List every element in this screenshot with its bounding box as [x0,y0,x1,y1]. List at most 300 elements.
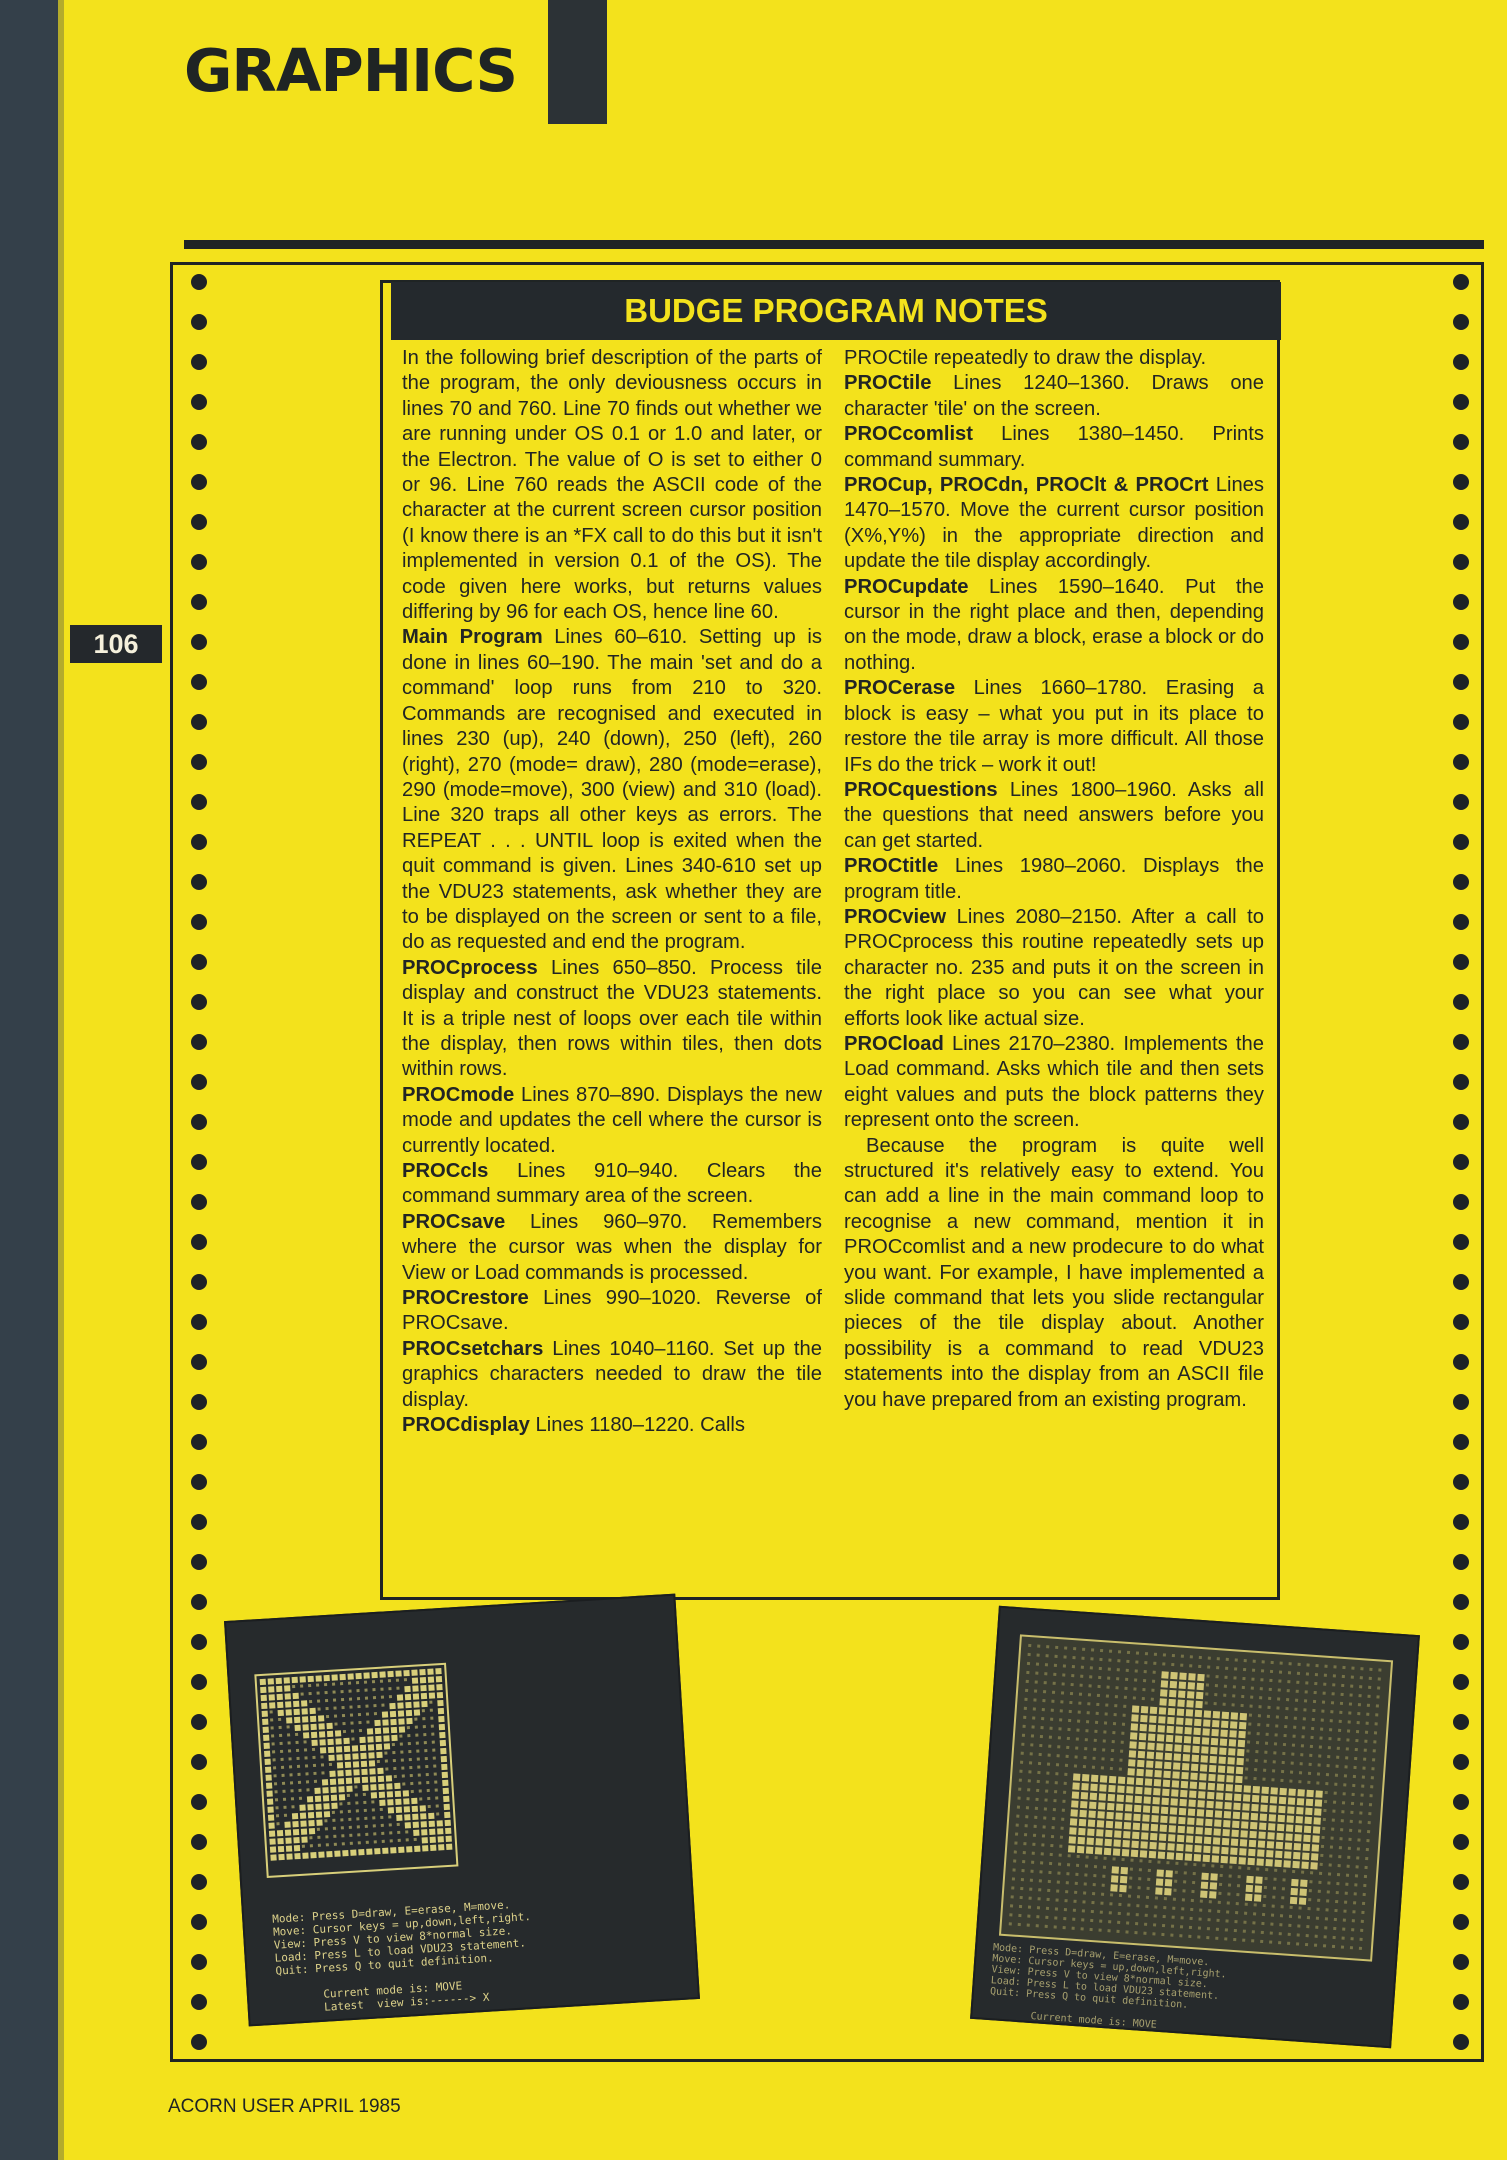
tile-dot [1097,1820,1104,1827]
tile-dot [287,1725,290,1728]
tile-dot [1016,1823,1019,1826]
tile-dot [309,1692,312,1695]
tile-dot [1351,1802,1354,1805]
tile-dot [362,1777,368,1783]
tile-dot [1109,1911,1112,1914]
tile-dot [369,1768,375,1774]
tile-dot [1325,1791,1328,1794]
tile-dot [1086,1855,1089,1858]
tile-dot [1378,1668,1381,1671]
tile-dot [1159,1707,1166,1714]
tile-dot [1138,1877,1141,1880]
tile-dot [1206,1936,1209,1939]
tile-dot [427,1789,430,1792]
tile-dot [1308,1772,1311,1775]
tile-dot [374,1720,380,1726]
tile-dot [412,1677,418,1683]
tile-dot [1162,1789,1169,1796]
tile-dot [1214,1693,1217,1696]
tile-dot [397,1694,403,1700]
tile-dot [367,1736,373,1742]
tile-dot [1223,1820,1230,1827]
tile-dot [1125,1804,1132,1811]
perforation-hole [1453,1514,1469,1530]
tile-dot [340,1818,343,1821]
tile-dot [1023,1851,1026,1854]
tile-dot [1325,1917,1328,1920]
tile-dot [1011,1886,1014,1889]
tile-dot [404,1686,410,1692]
tile-dot [381,1832,384,1835]
tile-dot [441,1764,447,1770]
tile-dot [358,1713,361,1716]
tile-dot [1246,1876,1253,1883]
tile-dot [422,1717,425,1720]
tile-dot [1052,1826,1055,1829]
tile-dot [279,1734,282,1737]
tile-dot [1235,1911,1238,1914]
tile-dot [1353,1766,1356,1769]
tile-dot [382,1719,388,1725]
tile-dot [1301,1735,1304,1738]
tile-dot [1114,1704,1117,1707]
tile-dot [379,1800,385,1806]
tile-dot [1214,1819,1221,1826]
tile-dot [1124,1813,1131,1820]
note-text: Lines 1800–1960. Asks all the questions that need answers before you can get started. [844,778,1264,852]
tile-dot [378,1784,384,1790]
tile-dot [1364,1866,1367,1869]
tile-dot [1218,1765,1225,1772]
tile-dot [1234,1667,1237,1670]
tile-dot [286,1845,292,1851]
note-paragraph [844,676,1264,778]
tile-dot [1028,1906,1031,1909]
tile-dot [1173,1898,1176,1901]
tile-dot [1135,1669,1138,1672]
tile-dot [1108,1785,1115,1792]
tile-dot [1038,1888,1041,1891]
tile-dot [1238,1866,1241,1869]
tile-dot [318,1851,324,1857]
tile-dot [1058,1863,1061,1866]
tile-dot [1134,1931,1137,1934]
tile-dot [394,1775,397,1778]
tile-dot [1076,1737,1079,1740]
tile-dot [1167,1843,1174,1850]
tile-dot [396,1815,402,1821]
tile-dot [1230,1857,1237,1864]
tile-dot [1091,1910,1094,1913]
tile-dot [1349,1693,1352,1696]
tile-dot [1072,1656,1075,1659]
tile-dot [428,1684,434,1690]
tile-dot [428,1813,434,1819]
tile-dot [265,1775,271,1781]
tile-dot [1366,1839,1369,1842]
tile-dot [317,1707,320,1710]
tile-dot [390,1711,396,1717]
tile-dot [421,1821,427,1827]
tile-dot [1112,1731,1115,1734]
tile-dot [1118,1903,1121,1906]
tile-dot [1326,1773,1329,1776]
tile-dot [1051,1835,1054,1838]
tile-dot [263,1727,269,1733]
tile-dot [1179,1673,1186,1680]
tile-dot [1341,1819,1344,1822]
tile-dot [1035,1798,1038,1801]
tile-dot [1233,1685,1236,1688]
tile-dot [1316,1917,1319,1920]
tile-dot [1051,1709,1054,1712]
tile-dot [1362,1776,1365,1779]
tile-dot [363,1801,366,1804]
tile-dot [1151,1815,1158,1822]
tile-dot [1244,1912,1247,1915]
tile-dot [1315,1935,1318,1938]
tile-dot [1029,1888,1032,1891]
tile-dot [1365,1731,1368,1734]
tile-dot [1112,1866,1119,1873]
tile-dot [1272,1769,1275,1772]
tile-dot [1144,1787,1151,1794]
note-text: Lines 990–1020. Reverse of PROCsave. [402,1287,822,1335]
tile-dot [1087,1829,1094,1836]
note-text: Lines 2170–2380. Implements the Load command. Asks which tile and then sets eight values and puts the block patterns they represent onto the screen. [844,1032,1264,1132]
tile-dot [1158,1725,1165,1732]
tile-dot [1057,1880,1060,1883]
tile-dot [1323,1692,1326,1695]
tile-dot [1094,1730,1097,1733]
perforation-hole [191,514,207,530]
tile-dot [1057,1745,1060,1748]
tile-dot [1286,1824,1293,1831]
tile-dot [1247,1740,1250,1743]
tile-dot [1337,1747,1340,1750]
procedure-name: PROCquestions [844,778,998,801]
tile-dot [1371,1767,1374,1770]
tile-dot [1106,1812,1113,1819]
tile-dot [1061,1818,1064,1821]
tile-dot [1076,1864,1079,1867]
tile-dot [267,1807,273,1813]
tile-dot [1081,1918,1084,1921]
tile-dot [1109,1776,1116,1783]
tile-dot [1314,1944,1317,1947]
tile-dot [1199,1773,1206,1780]
tile-dot [1263,1769,1266,1772]
tile-dot [282,1782,285,1785]
tile-dot [1098,1929,1101,1932]
tile-dot [1226,1784,1233,1791]
tile-dot [1093,1883,1096,1886]
tile-dot [1045,1916,1048,1919]
tile-dot [400,1750,403,1753]
tile-dot [389,1695,392,1698]
tile-dot [1246,1758,1249,1761]
tile-dot [1226,1658,1229,1661]
tile-dot [1014,1850,1017,1853]
tile-dot [1110,1767,1113,1770]
tile-dot [1017,1797,1020,1800]
tile-dot [314,1780,317,1783]
tile-dot [404,1678,407,1681]
tile-dot [1261,1922,1264,1925]
tile-dot [1101,1766,1104,1769]
tile-dot [1279,1670,1282,1673]
page-footer: ACORN USER APRIL 1985 [168,2096,401,2117]
tile-dot [427,1797,430,1800]
tile-dot [1297,1672,1300,1675]
tile-dot [266,1783,272,1789]
perforation-hole [1453,1674,1469,1690]
tile-dot [1175,1862,1178,1865]
tile-dot [1367,1695,1370,1698]
tile-dot [1172,1907,1175,1910]
tile-dot [1287,1942,1290,1945]
tile-dot [1172,1916,1175,1919]
tile-dot [1087,1702,1090,1705]
tile-dot [1028,1779,1031,1782]
tile-dot [417,1765,420,1768]
tile-dot [385,1767,388,1770]
perforation-hole [191,2034,207,2050]
tile-dot [336,1754,342,1760]
tile-dot [318,1715,324,1721]
tile-dot [1317,1899,1320,1902]
tile-dot [1192,1755,1199,1762]
tile-dot [1050,1853,1053,1856]
tile-dot [1361,1793,1364,1796]
procedure-name: Main Program [402,626,543,649]
tile-dot [1064,1782,1067,1785]
tile-dot [425,1757,428,1760]
tile-dot [379,1792,385,1798]
perforation-hole [1453,1074,1469,1090]
tile-dot [1227,1901,1230,1904]
tile-dot [1327,1890,1330,1893]
tile-dot [1297,1933,1300,1936]
tile-dot [1305,1808,1312,1815]
perforation-hole [1453,1914,1469,1930]
tile-dot [421,1829,427,1835]
tile-dot [1172,1654,1175,1657]
tile-dot [342,1842,345,1845]
tile-dot [1276,1842,1283,1849]
tile-dot [1173,1889,1176,1892]
tile-dot [1147,1751,1154,1758]
tile-dot [268,1814,274,1820]
tile-dot [1026,1671,1029,1674]
tile-dot [334,1722,337,1725]
tile-dot [1042,1699,1045,1702]
tile-dot [1161,1933,1164,1936]
tile-dot [443,1796,449,1802]
perforation-hole [191,1794,207,1810]
tile-dot [1310,1745,1313,1748]
tile-dot [1157,1860,1160,1863]
tile-dot [1359,1685,1362,1688]
tile-dot [382,1711,388,1717]
tile-dot [1056,1889,1059,1892]
tile-dot [351,1729,354,1732]
tile-dot [361,1769,367,1775]
tile-dot [1356,1856,1359,1859]
tile-dot [380,1680,383,1683]
tile-dot [275,1798,278,1801]
tile-dot [1215,1675,1218,1678]
tile-dot [296,1757,299,1760]
tile-dot [1193,1872,1196,1875]
tile-dot [1048,1880,1051,1883]
tile-dot [1239,1722,1246,1729]
tile-dot [444,1804,450,1810]
tile-dot [1174,1753,1181,1760]
tile-dot [1276,1706,1279,1709]
tile-dot [383,1735,389,1741]
tile-dot [1343,1783,1346,1786]
tile-dot [400,1742,403,1745]
tile-dot [1266,1733,1269,1736]
tile-dot [1242,1812,1249,1819]
tile-dot [405,1694,411,1700]
tile-dot [1036,1924,1039,1927]
tile-dot [1091,1648,1094,1651]
tile-dot [1091,1775,1098,1782]
tile-dot [1153,1662,1156,1665]
tile-dot [1145,1778,1152,1785]
tile-dot [1249,1713,1252,1716]
tile-dot [1169,1825,1176,1832]
tile-dot [366,1849,372,1855]
tile-dot [324,1819,327,1822]
tile-dot [1092,1766,1095,1769]
tile-dot [1319,1736,1322,1739]
tile-dot [309,1700,312,1703]
tile-dot [350,1713,353,1716]
note-text: Lines 870–890. Displays the new mode and updates the cell where the cursor is currently located. [402,1083,822,1157]
tile-dot [1279,1923,1282,1926]
tile-dot [1299,1906,1302,1909]
tile-dot [1336,1882,1339,1885]
tile-dot [1160,1816,1167,1823]
tile-dot [1021,1743,1024,1746]
tile-dot [1131,1850,1138,1857]
procedure-name: PROCprocess [402,956,538,979]
tile-dot [329,1771,335,1777]
tile-dot [1251,1804,1258,1811]
tile-dot [1233,1803,1240,1810]
tile-dot [1103,1866,1106,1869]
tile-dot [1134,1805,1141,1812]
tile-dot [276,1814,279,1817]
tile-dot [303,1732,309,1738]
tile-dot [1140,1850,1147,1857]
tile-dot [396,1687,399,1690]
tile-dot [1053,1799,1056,1802]
tile-dot [1288,1924,1291,1927]
tile-dot [1279,1788,1286,1795]
tile-dot [1178,1817,1185,1824]
tile-dot [391,1727,397,1733]
tile-dot [1196,1818,1203,1825]
tile-dot [1357,1721,1360,1724]
tile-dot [1115,1812,1122,1819]
tile-dot [358,1841,361,1844]
tile-dot [422,1709,425,1712]
tile-dot [414,1709,420,1715]
perforation-hole [191,1194,207,1210]
tile-dot [1253,1777,1256,1780]
tile-dot [1163,1906,1166,1909]
tile-dot [418,1773,421,1776]
tile-dot [1331,1701,1334,1704]
tile-dot [1099,1658,1102,1661]
tile-dot [1032,1852,1035,1855]
tile-dot [1188,1935,1191,1938]
tile-dot [445,1820,451,1826]
tile-dot [1254,1768,1257,1771]
tile-dot [1358,1829,1361,1832]
tile-dot [1314,1691,1317,1694]
tile-dot [1026,1806,1029,1809]
tile-dot [1087,1711,1090,1714]
tile-dot [1333,1674,1336,1677]
tile-dot [1146,1896,1149,1899]
tile-dot [1065,1764,1068,1767]
tile-dot [420,1813,426,1819]
tile-dot [347,1673,353,1679]
tile-dot [403,1798,409,1804]
tile-dot [410,1774,413,1777]
tile-dot [398,1718,404,1724]
tile-dot [1310,1871,1313,1874]
tile-dot [326,1715,329,1718]
tile-dot [1080,1801,1087,1808]
tile-dot [1231,1830,1238,1837]
tile-dot [1026,1680,1029,1683]
tile-dot [1202,1737,1209,1744]
tile-dot [1171,1789,1178,1796]
tile-dot [1323,1683,1326,1686]
tile-dot [1139,1859,1142,1862]
tile-dot [371,1792,377,1798]
note-paragraph [844,575,1264,677]
tile-dot [1329,1728,1332,1731]
tile-dot [1232,1821,1239,1828]
perforation-hole [1453,1234,1469,1250]
tile-dot [289,1773,292,1776]
tile-dot [293,1701,299,1707]
note-text: Lines 1040–1160. Set up the graphics characters needed to draw the tile display. [402,1337,822,1411]
tile-dot [1267,1832,1274,1839]
tile-dot [1148,1869,1151,1872]
left-perforation-holes [186,262,212,2062]
tile-dot [1045,1654,1048,1657]
tile-dot [1070,1692,1073,1695]
tile-dot [1163,1771,1170,1778]
tile-dot [1190,1773,1197,1780]
tile-dot [1312,1709,1315,1712]
tile-dot [1263,1895,1266,1898]
tile-dot [412,1806,418,1812]
tile-dot [1353,1775,1356,1778]
tile-dot [1206,1810,1213,1817]
tile-dot [328,1755,334,1761]
tile-dot [1306,1790,1313,1797]
tile-dot [1332,1945,1335,1948]
